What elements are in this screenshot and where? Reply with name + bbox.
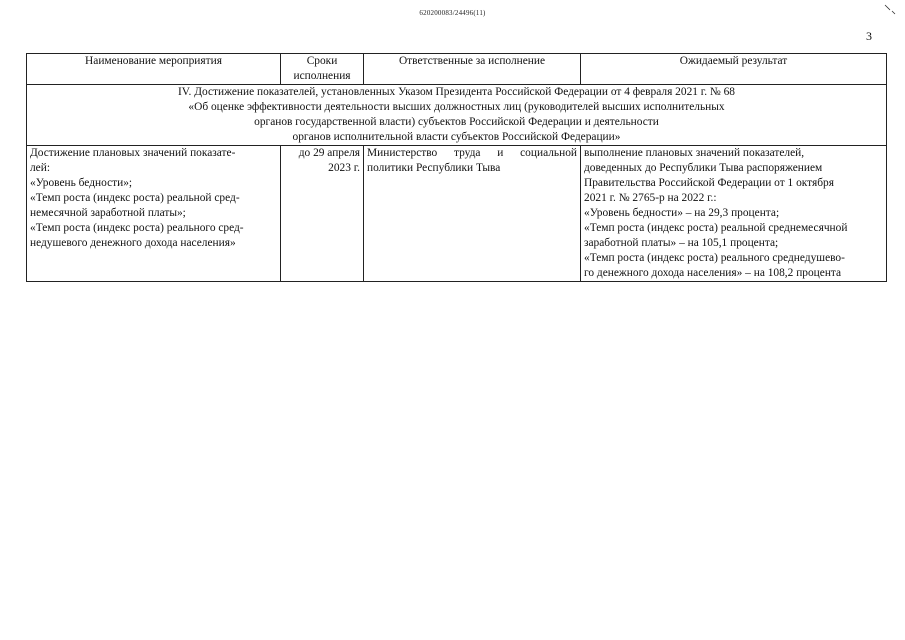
header-responsible: Ответственные за исполнение (364, 54, 581, 85)
header-deadline (281, 54, 364, 85)
section-line: органов государственной власти) субъектов Российской Федерации и деятельности (254, 116, 659, 128)
event-line: лей: (30, 162, 51, 174)
result-line: выполнение плановых значений показателей, (584, 147, 805, 159)
result-line: «Темп роста (индекс роста) реальной среднемесячной (584, 222, 848, 234)
event-line: «Темп роста (индекс роста) реального сред- (30, 222, 244, 234)
section-line: «Об оценке эффективности деятельности высших должностных лиц (руководителей высших исполнительных (188, 101, 725, 113)
header-deadline-line: Сроки (306, 55, 338, 67)
cell-event (27, 146, 281, 282)
section-row (27, 85, 887, 146)
measures-table (26, 53, 887, 282)
result-line: го денежного дохода населения» – на 108,2 процента (584, 267, 842, 279)
result-line: «Темп роста (индекс роста) реального среднедушево- (584, 252, 845, 264)
event-line: «Уровень бедности»; (30, 177, 133, 189)
document-code: 620200083/24496(11) (419, 9, 486, 17)
page-number: 3 (866, 29, 872, 43)
header-result: Ожидаемый результат (581, 54, 887, 85)
cell-result (581, 146, 887, 282)
responsible-line: политики Республики Тыва (367, 162, 501, 174)
header-event: Наименование мероприятия (27, 54, 281, 85)
result-line: Правительства Российской Федерации от 1 октября (584, 177, 834, 189)
section-title (27, 85, 887, 146)
section-line: органов исполнительной власти субъектов Российской Федерации» (292, 131, 621, 143)
result-line: «Уровень бедности» – на 29,3 процента; (584, 207, 780, 219)
deadline-line: до 29 апреля (298, 147, 360, 159)
deadline-line: 2023 г. (328, 162, 360, 174)
result-line: доведенных до Республики Тыва распоряжением (584, 162, 823, 174)
result-line: 2021 г. № 2765-р на 2022 г.: (584, 192, 717, 204)
cell-responsible (364, 146, 581, 282)
table-header-row (27, 54, 887, 85)
header-deadline-line: исполнения (293, 70, 351, 82)
cell-deadline (281, 146, 364, 282)
section-line: IV. Достижение показателей, установленных Указом Президента Российской Федерации от 4 февраля 2021 г. № 68 (177, 86, 735, 98)
scan-mark-icon (883, 2, 899, 16)
event-line: недушевого денежного дохода населения» (30, 237, 236, 249)
event-line: «Темп роста (индекс роста) реальной сред- (30, 192, 240, 204)
table-row (27, 146, 887, 282)
responsible-line: Министерство труда и социальной (367, 147, 577, 159)
event-line: Достижение плановых значений показате- (30, 147, 236, 159)
result-line: заработной платы» – на 105,1 процента; (584, 237, 779, 249)
event-line: немесячной заработной платы»; (30, 207, 186, 219)
